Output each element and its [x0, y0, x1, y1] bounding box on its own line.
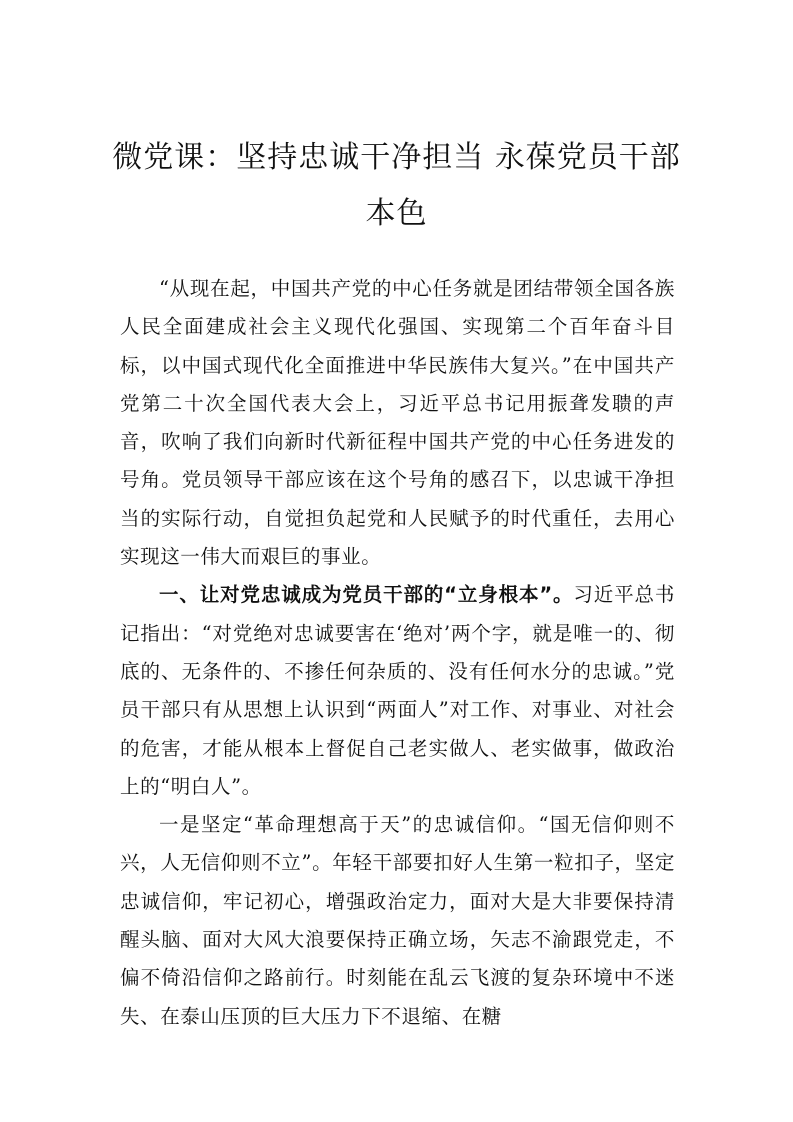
title-line-2: 本色 — [365, 196, 428, 231]
paragraph-section-1 — [120, 576, 675, 806]
document-title — [110, 130, 683, 242]
document-body — [120, 270, 675, 1036]
paragraph-text: 一是坚定“革命理想高于天”的忠诚信仰。“国无信仰则不兴，人无信仰则不立”。年轻干部要扣好人生第一粒扣子，坚定忠诚信仰，牢记初心，增强政治定力，面对大是大非要保持清醒头脑、面对大风大浪要保持正确立场，矢志不渝跟党走，不偏不倚沿信仰之路前行。时刻能在乱云飞渡的复杂环境中不迷失、在泰山压顶的巨大压力下不退缩、在糖 — [120, 813, 675, 1028]
paragraph-text: 习近平总书记指出：“对党绝对忠诚要害在‘绝对’两个字，就是唯一的、彻底的、无条件的、不掺任何杂质的、没有任何水分的忠诚。”党员干部只有从思想上认识到“两面人”对工作、对事业、对社会的危害，才能从根本上督促自己老实做人、老实做事，做政治上的“明白人”。 — [120, 583, 675, 798]
paragraph-point-1 — [120, 806, 675, 1036]
section-heading: 一、让对党忠诚成为党员干部的“立身根本”。 — [159, 583, 574, 607]
title-line-1: 微党课：坚持忠诚干净担当 永葆党员干部 — [112, 140, 681, 175]
paragraph-text: “从现在起，中国共产党的中心任务就是团结带领全国各族人民全面建成社会主义现代化强国、实现第二个百年奋斗目标，以中国式现代化全面推进中华民族伟大复兴。”在中国共产党第二十次全国代表大会上，习近平总书记用振聋发聩的声音，吹响了我们向新时代新征程中国共产党的中心任务进发的号角。党员领导干部应该在这个号角的感召下，以忠诚干净担当的实际行动，自觉担负起党和人民赋予的时代重任，去用心实现这一伟大而艰巨的事业。 — [120, 277, 675, 569]
paragraph-intro — [120, 270, 675, 576]
